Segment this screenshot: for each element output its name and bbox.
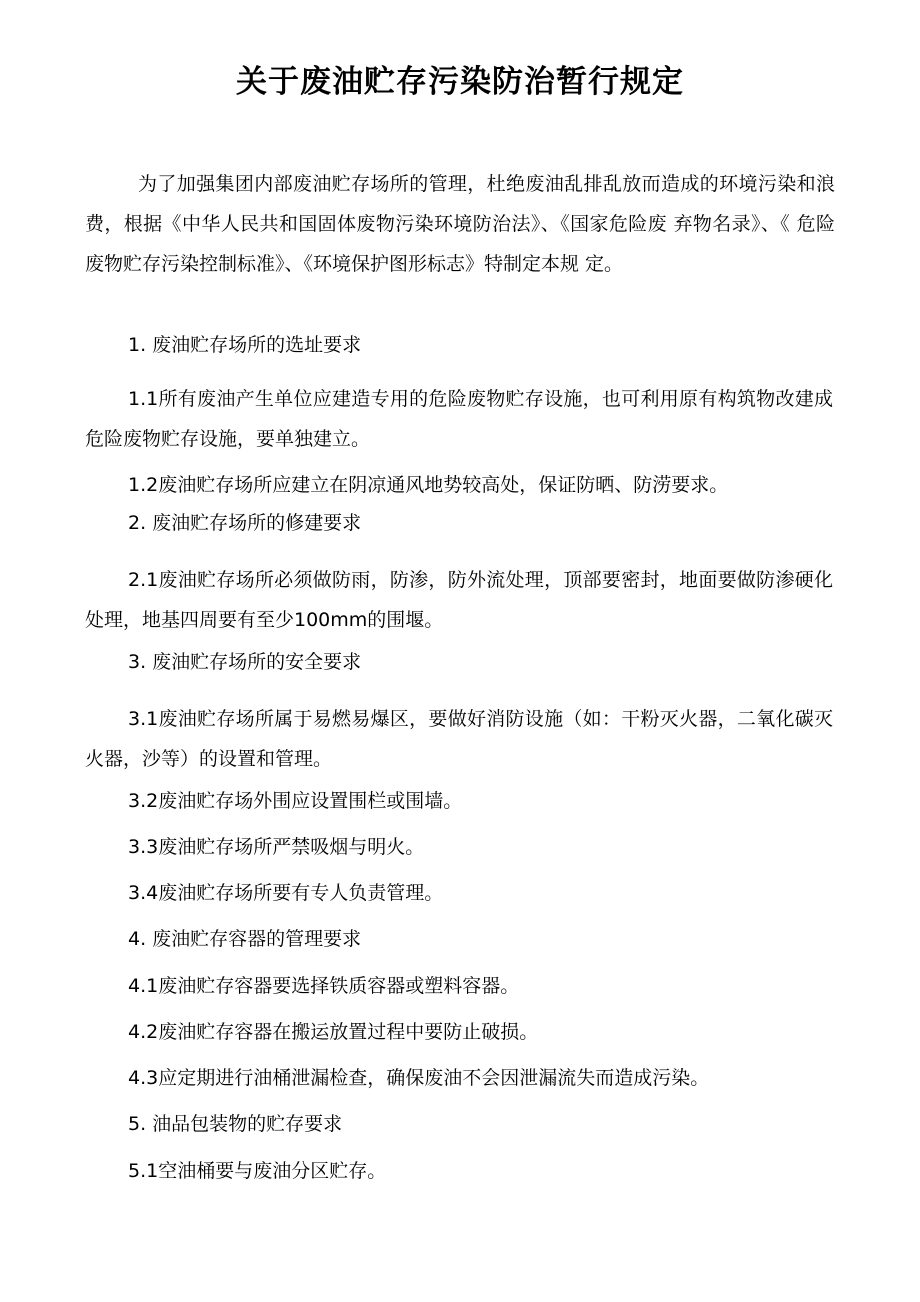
section-3-4-paragraph: 3.4废油贮存场所要有专人负责管理。 (128, 882, 444, 904)
section-3-1-paragraph: 3.1废油贮存场所属于易燃易爆区，要做好消防设施（如：干粉灭火器，二氧化碳灭火器，沙等）的设置和管理。 (85, 708, 833, 770)
intro-paragraph: 为了加强集团内部废油贮存场所的管理，杜绝废油乱排乱放而造成的环境污染和浪费，根据《中华人民共和国固体废物污染环境防治法》、《国家危险废 弃物名录》、《 危险废物贮存污染控制标准》、《环境保护图形标志》特制定本规 定。 (85, 173, 835, 275)
section-5-1-paragraph: 5.1空油桶要与废油分区贮存。 (128, 1160, 387, 1182)
section-4-3-paragraph: 4.3应定期进行油桶泄漏检查，确保废油不会因泄漏流失而造成污染。 (128, 1067, 710, 1089)
section-2-1-paragraph: 2.1废油贮存场所必须做防雨，防渗，防外流处理，顶部要密封，地面要做防渗硬化处理，地基四周要有至少100mm的围堰。 (85, 569, 833, 631)
section-3-heading: 3. 废油贮存场所的安全要求 (128, 651, 362, 673)
section-1-2-paragraph: 1.2废油贮存场所应建立在阴凉通风地势较高处，保证防晒、防涝要求。 (128, 474, 729, 496)
document-title: 关于废油贮存污染防治暂行规定 (236, 64, 684, 100)
section-4-heading: 4. 废油贮存容器的管理要求 (128, 928, 362, 950)
section-3-3-paragraph: 3.3废油贮存场所严禁吸烟与明火。 (128, 836, 425, 858)
section-2-heading: 2. 废油贮存场所的修建要求 (128, 512, 362, 534)
section-5-heading: 5. 油品包装物的贮存要求 (128, 1113, 343, 1135)
section-4-1-paragraph: 4.1废油贮存容器要选择铁质容器或塑料容器。 (128, 975, 520, 997)
section-3-2-paragraph: 3.2废油贮存场外围应设置围栏或围墙。 (128, 790, 463, 812)
section-4-2-paragraph: 4.2废油贮存容器在搬运放置过程中要防止破损。 (128, 1021, 539, 1043)
section-1-1-paragraph: 1.1所有废油产生单位应建造专用的危险废物贮存设施，也可利用原有构筑物改建成危险废物贮存设施，要单独建立。 (85, 388, 833, 450)
section-1-heading: 1. 废油贮存场所的选址要求 (128, 334, 362, 356)
